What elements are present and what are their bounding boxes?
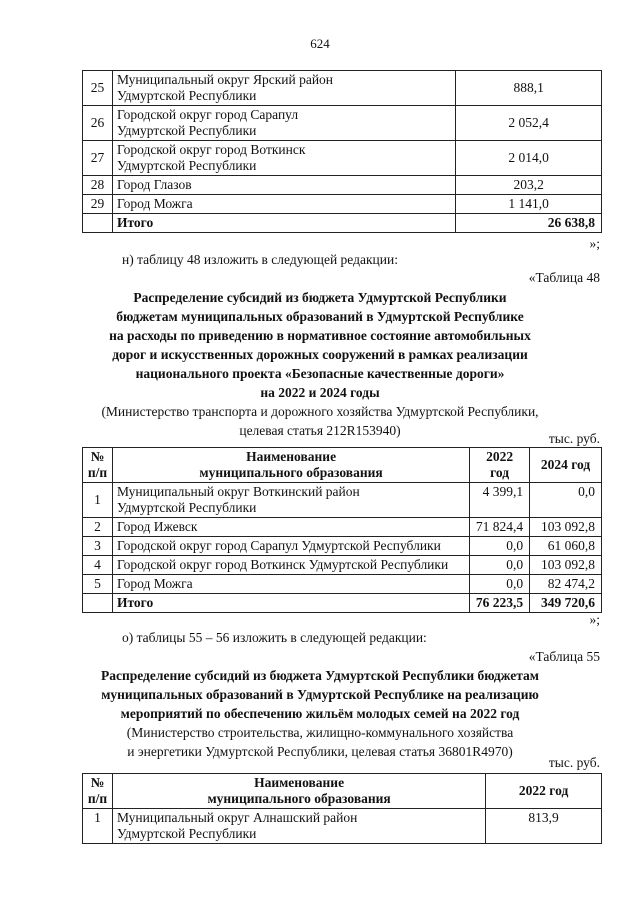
total-label: Итого	[112, 214, 455, 233]
table-row: 1 Муниципальный округ Алнашский район Удмуртской Республики 813,9	[83, 809, 602, 844]
value-2024: 103 092,8	[530, 518, 602, 537]
table-55	[82, 773, 602, 844]
municipality-name: Городской округ город Воткинск Удмуртской Республики	[112, 141, 455, 176]
table55-label: «Таблица 55	[528, 649, 600, 664]
table48-title-2: бюджетам муниципальных образований в Удмуртской Республике	[116, 309, 524, 324]
value-2022: 71 824,4	[470, 518, 530, 537]
total-value: 26 638,8	[456, 214, 602, 233]
table48-title-3: на расходы по приведению в нормативное состояние автомобильных	[109, 328, 531, 343]
municipality-name: Муниципальный округ Воткинский район Удмуртской Республики	[112, 483, 469, 518]
table-row	[83, 176, 602, 195]
municipality-name: Муниципальный округ Ярский район Удмуртской Республики	[112, 71, 455, 106]
value-2022: 813,9	[486, 809, 602, 844]
table-row	[83, 71, 602, 106]
value-2024: 103 092,8	[530, 556, 602, 575]
closing-quote: »;	[589, 236, 600, 251]
table-row: 2 Город Ижевск 71 824,4 103 092,8	[83, 518, 602, 537]
table48-subtitle-1: (Министерство транспорта и дорожного хозяйства Удмуртской Республики,	[101, 404, 539, 419]
table-row	[83, 195, 602, 214]
page-number: 624	[310, 36, 330, 51]
instruction-o: о) таблицы 55 – 56 изложить в следующей редакции:	[122, 630, 427, 645]
value-2022: 4 399,1	[470, 483, 530, 518]
table55-title-3: мероприятий по обеспечению жильём молодых семей на 2022 год	[120, 706, 520, 721]
amount: 888,1	[456, 71, 602, 106]
table48-title-6: на 2022 и 2024 годы	[260, 385, 380, 400]
municipality-name: Муниципальный округ Алнашский район Удмуртской Республики	[112, 809, 485, 844]
total-2022: 76 223,5	[470, 594, 530, 613]
header-num: № п/п	[83, 448, 113, 483]
table48-title-4: дорог и искусственных дорожных сооружений в рамках реализации	[112, 347, 528, 362]
total-row	[83, 214, 602, 233]
table-row	[83, 106, 602, 141]
table55-title-2: муниципальных образований в Удмуртской Республике на реализацию	[101, 687, 539, 702]
header-2024: 2024 год	[530, 448, 602, 483]
table48-subtitle-2: целевая статья 212R153940)	[239, 423, 401, 438]
total-row	[83, 594, 602, 613]
row-number: 28	[83, 176, 113, 195]
amount: 1 141,0	[456, 195, 602, 214]
municipality-name: Город Можга	[112, 575, 469, 594]
table-row	[83, 141, 602, 176]
row-number: 27	[83, 141, 113, 176]
table55-title-1: Распределение субсидий из бюджета Удмуртской Республики бюджетам	[100, 668, 540, 683]
municipality-name: Город Можга	[112, 195, 455, 214]
table-header	[83, 774, 602, 809]
value-2022: 0,0	[470, 537, 530, 556]
municipality-name: Городской округ город Воткинск Удмуртской Республики	[112, 556, 469, 575]
header-2022: 2022 год	[486, 774, 602, 809]
municipality-name: Городской округ город Сарапул Удмуртской Республики	[112, 106, 455, 141]
table48-title-5: национального проекта «Безопасные качественные дороги»	[135, 366, 505, 381]
amount: 203,2	[456, 176, 602, 195]
value-2022: 0,0	[470, 556, 530, 575]
amount: 2 052,4	[456, 106, 602, 141]
row-number: 26	[83, 106, 113, 141]
table-row: 4 Городской округ город Воткинск Удмуртской Республики 0,0 103 092,8	[83, 556, 602, 575]
table55-subtitle-2: и энергетики Удмуртской Республики, целевая статья 36801R4970)	[127, 744, 513, 759]
municipality-name: Город Ижевск	[112, 518, 469, 537]
municipality-name: Город Глазов	[112, 176, 455, 195]
row-number: 25	[83, 71, 113, 106]
table55-subtitle-1: (Министерство строительства, жилищно-коммунального хозяйства	[126, 725, 514, 740]
table-48	[82, 447, 602, 613]
table48-unit: тыс. руб.	[548, 431, 600, 446]
value-2024: 0,0	[530, 483, 602, 518]
table-continuation	[82, 70, 602, 233]
header-2022: 2022 год	[470, 448, 530, 483]
table48-title-1: Распределение субсидий из бюджета Удмуртской Республики	[133, 290, 507, 305]
header-name: Наименование муниципального образования	[112, 448, 469, 483]
total-2024: 349 720,6	[530, 594, 602, 613]
instruction-n: н) таблицу 48 изложить в следующей редакции:	[122, 252, 398, 267]
amount: 2 014,0	[456, 141, 602, 176]
value-2024: 82 474,2	[530, 575, 602, 594]
table-row: 5 Город Можга 0,0 82 474,2	[83, 575, 602, 594]
table55-unit: тыс. руб.	[548, 755, 600, 770]
header-name: Наименование муниципального образования	[112, 774, 485, 809]
closing-quote: »;	[589, 612, 600, 627]
total-label: Итого	[112, 594, 469, 613]
municipality-name: Городской округ город Сарапул Удмуртской Республики	[112, 537, 469, 556]
table-row: 1 Муниципальный округ Воткинский район Удмуртской Республики 4 399,1 0,0	[83, 483, 602, 518]
table-header	[83, 448, 602, 483]
value-2022: 0,0	[470, 575, 530, 594]
row-number: 29	[83, 195, 113, 214]
header-num: № п/п	[83, 774, 113, 809]
table48-label: «Таблица 48	[528, 270, 600, 285]
table-row: 3 Городской округ город Сарапул Удмуртской Республики 0,0 61 060,8	[83, 537, 602, 556]
value-2024: 61 060,8	[530, 537, 602, 556]
